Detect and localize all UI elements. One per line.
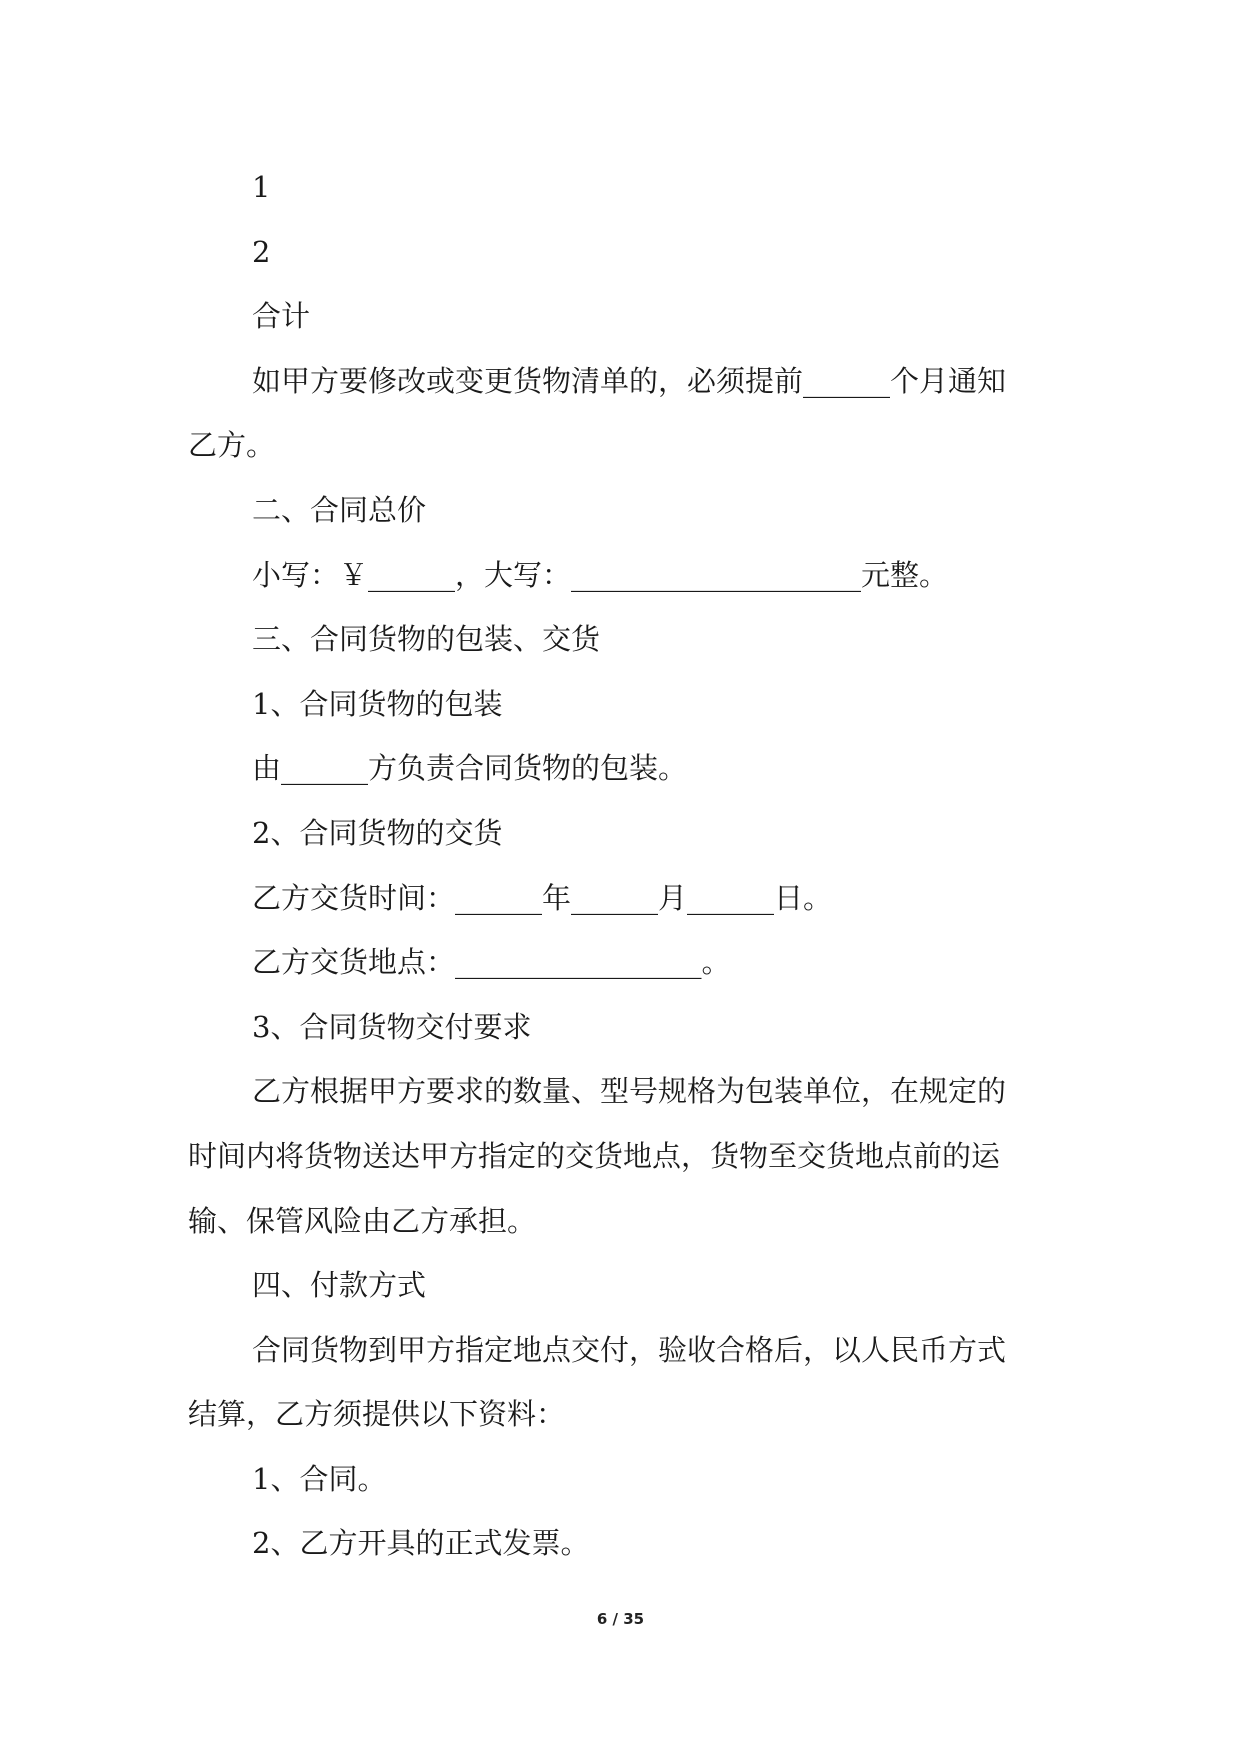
delivery-time-line: 乙方交货时间：______年______月______日。 bbox=[252, 880, 833, 915]
price-amount-line: 小写：￥______，大写：____________________元整。 bbox=[252, 557, 949, 592]
subsection-heading-delivery: 2、合同货物的交货 bbox=[252, 815, 503, 850]
paragraph-payment-cont: 结算，乙方须提供以下资料： bbox=[188, 1397, 566, 1432]
subsection-heading-delivery-requirements: 3、合同货物交付要求 bbox=[252, 1009, 532, 1044]
delivery-location-line: 乙方交货地点：_________________。 bbox=[252, 945, 731, 980]
line-item-1: 1 bbox=[252, 170, 271, 204]
paragraph-modify-notice: 如甲方要修改或变更货物清单的，必须提前______个月通知 bbox=[252, 363, 1007, 398]
subsection-heading-packaging: 1、合同货物的包装 bbox=[252, 686, 503, 721]
paragraph-delivery-requirements: 乙方根据甲方要求的数量、型号规格为包装单位，在规定的 bbox=[252, 1074, 1007, 1109]
paragraph-modify-notice-cont: 乙方。 bbox=[188, 428, 276, 463]
list-item-contract: 1、合同。 bbox=[252, 1461, 387, 1496]
paragraph-payment: 合同货物到甲方指定地点交付，验收合格后，以人民币方式 bbox=[252, 1332, 1007, 1367]
section-heading-packaging-delivery: 三、合同货物的包装、交货 bbox=[252, 622, 601, 657]
page-number: 6 / 35 bbox=[596, 1610, 645, 1628]
section-heading-total-price: 二、合同总价 bbox=[252, 492, 427, 527]
document-body bbox=[188, 155, 1068, 1576]
packaging-responsibility-line: 由______方负责合同货物的包装。 bbox=[252, 751, 688, 786]
line-total: 合计 bbox=[252, 299, 311, 334]
paragraph-delivery-requirements-cont-2: 输、保管风险由乙方承担。 bbox=[188, 1203, 537, 1238]
section-heading-payment: 四、付款方式 bbox=[252, 1268, 427, 1303]
list-item-invoice: 2、乙方开具的正式发票。 bbox=[252, 1526, 590, 1561]
line-item-2: 2 bbox=[252, 234, 271, 269]
paragraph-delivery-requirements-cont-1: 时间内将货物送达甲方指定的交货地点，货物至交货地点前的运 bbox=[188, 1138, 1001, 1173]
